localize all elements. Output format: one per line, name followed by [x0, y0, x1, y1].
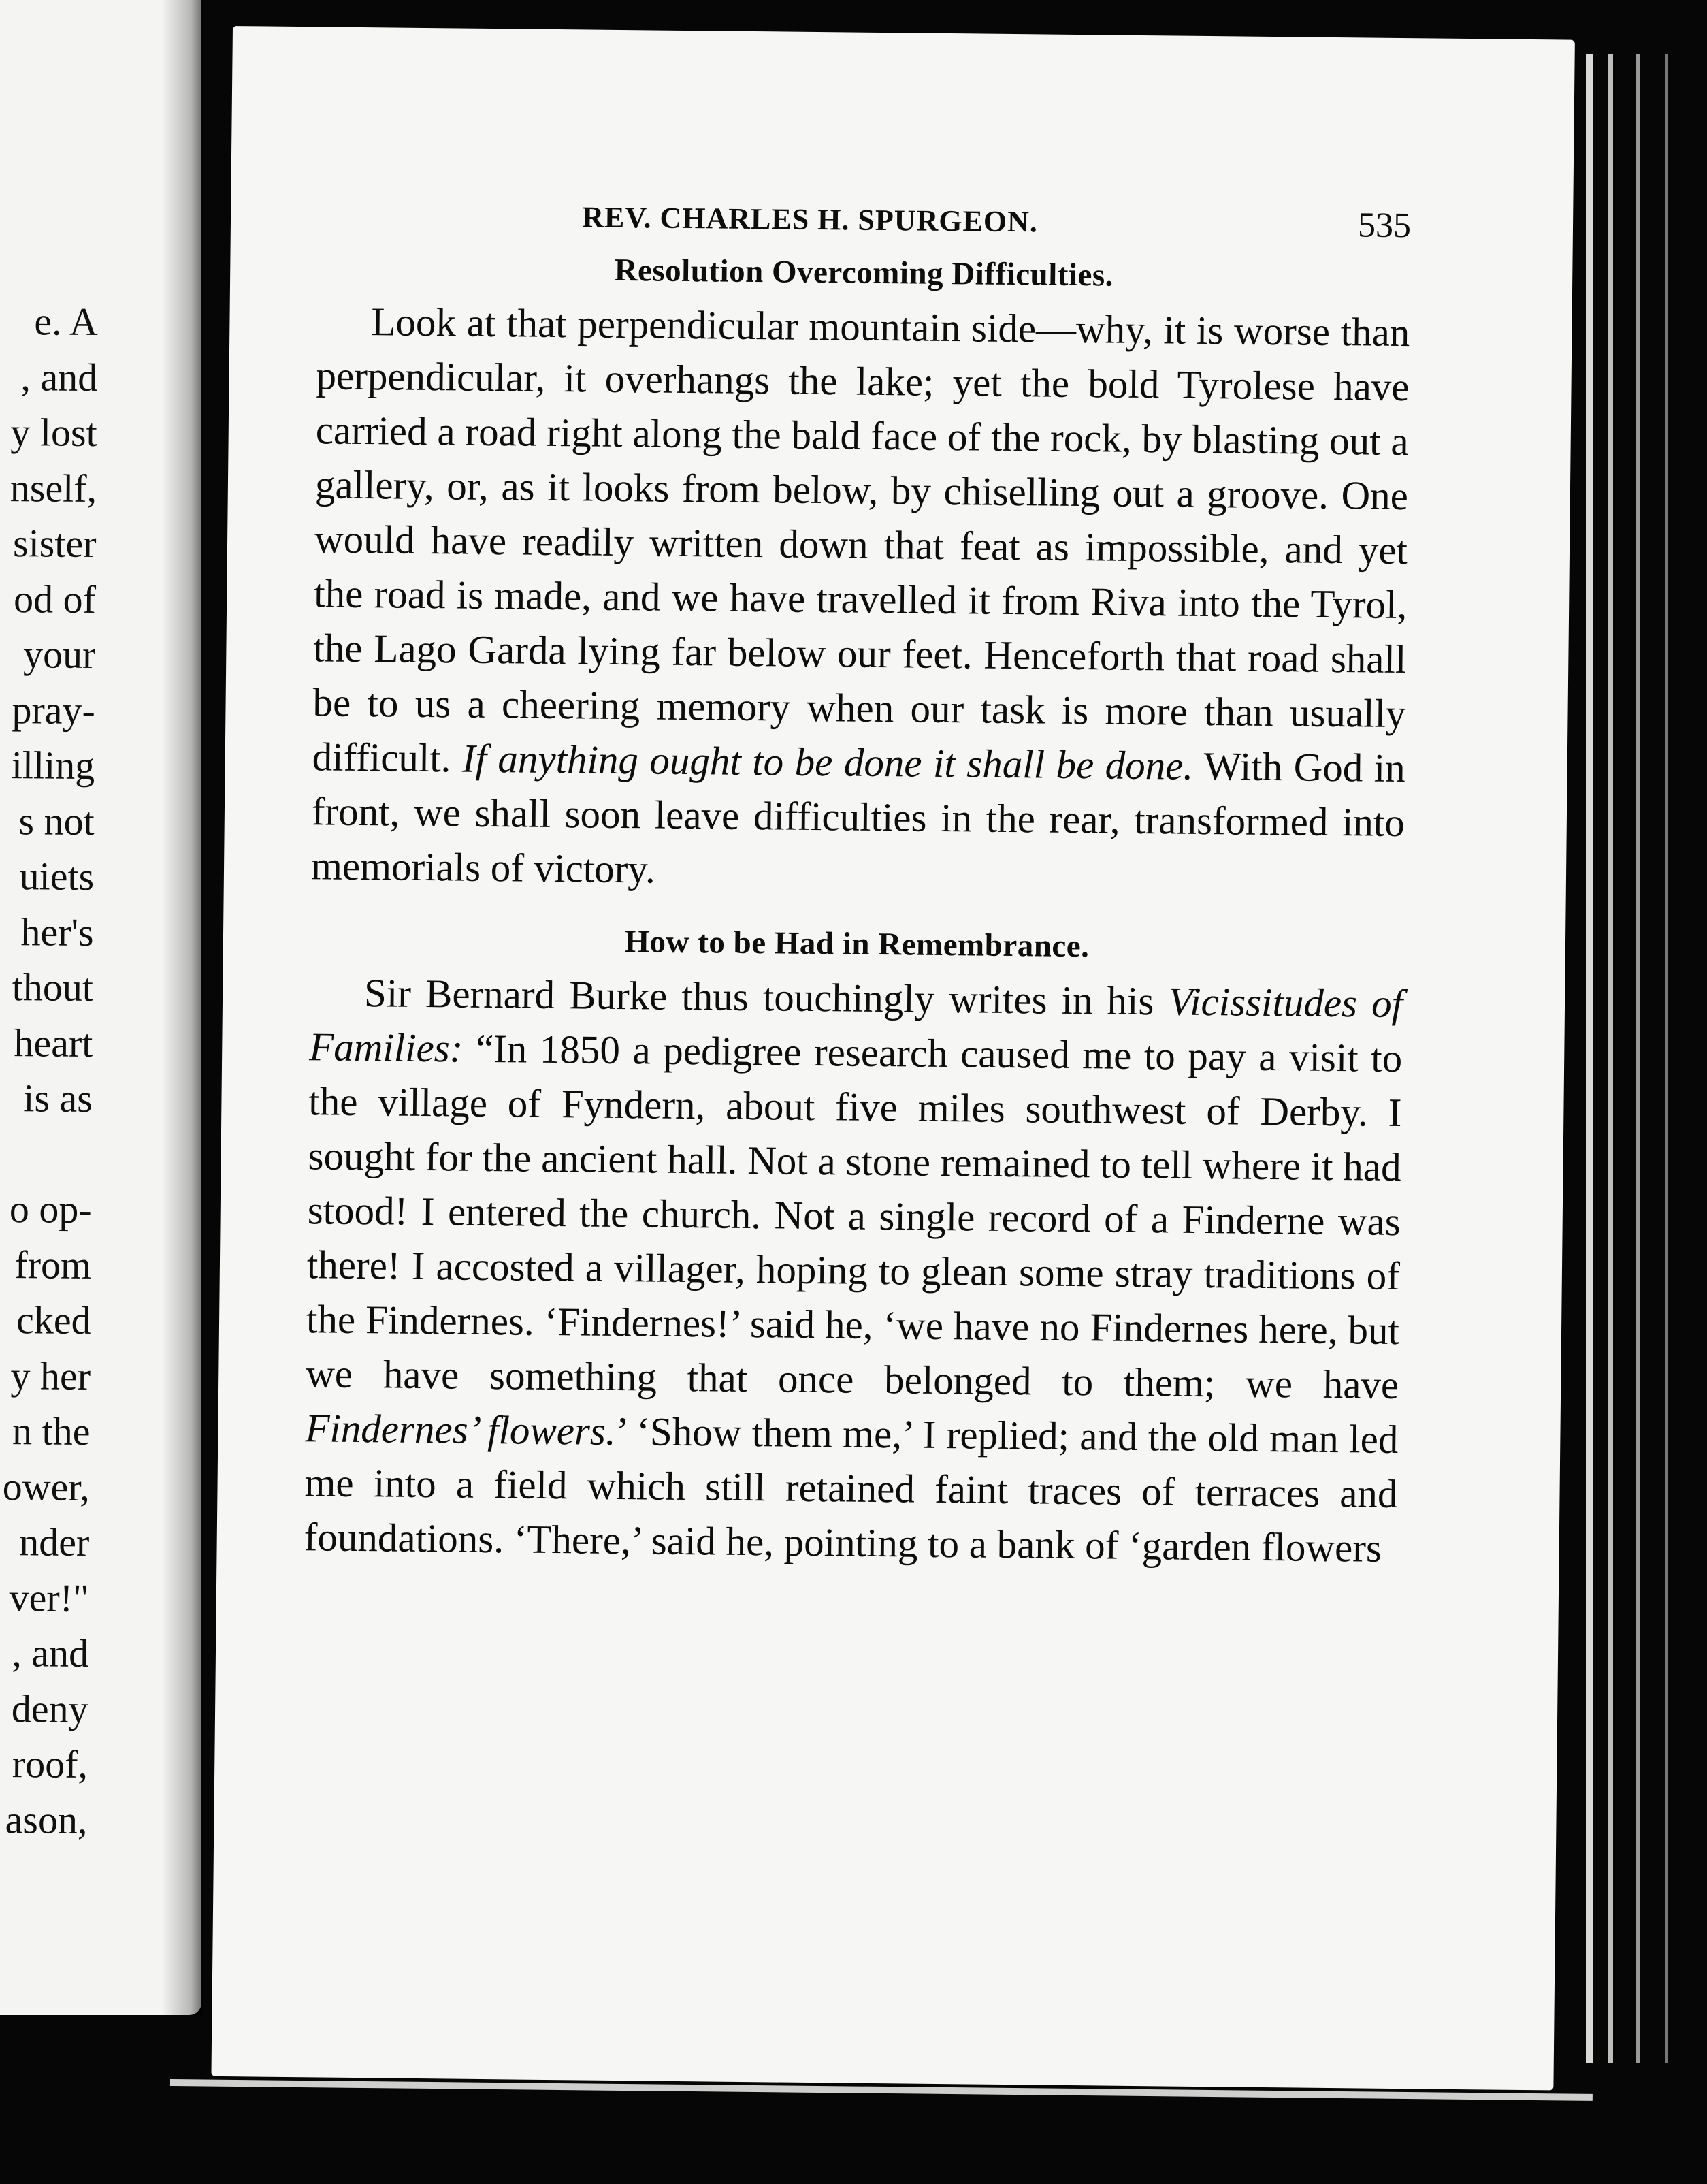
section-heading: How to be Had in Remembrance. [624, 924, 1090, 965]
left-line: ower, [2, 1464, 90, 1509]
left-line: from [14, 1242, 92, 1287]
book-title-italic: Vicissitudes of Families: [308, 978, 1403, 1071]
left-line: deny [11, 1686, 88, 1731]
left-line: is as [23, 1076, 93, 1121]
left-line: illing [11, 743, 95, 788]
left-line: thout [12, 965, 94, 1010]
left-line [5, 1126, 93, 1182]
left-line: s not [18, 798, 95, 844]
right-page [211, 26, 1574, 2090]
left-line: nself, [10, 465, 97, 511]
left-line: , and [12, 1631, 89, 1675]
left-line: uiets [19, 854, 95, 899]
paragraph [311, 293, 1410, 904]
left-line: roof, [12, 1741, 88, 1786]
left-line: heart [14, 1020, 93, 1065]
paragraph-text: ’ ‘Show them me,’ I replied; and the old man led me into a field which still retained faint traces of terraces and foundations. ‘There,’ said he, pointing to a bank of ‘garden flowers [304, 1409, 1399, 1571]
left-line: your [22, 632, 96, 677]
paragraph-text: Look at that perpendicular mountain side—why, it is worse than perpendicular, it overhangs the lake; yet the bold Tyrolese have carried a road right along the bald face of the rock, by blasting out a gallery, or, as it looks from below, by chiselling out a groove. One would have readily written down that feat as impossible, and yet the road is made, and we have travelled it from Riva into the Tyrol, the Lago Garda lying far below our feet. Henceforth that road shall be to us a cheering memory when our task is more than usually difficult. [312, 299, 1410, 781]
left-line: od of [13, 576, 97, 622]
page-stack-edge [1608, 54, 1613, 2063]
left-line: nder [18, 1520, 90, 1564]
paragraph [304, 965, 1403, 1575]
paragraph-text: “In 1850 a pedigree research caused me to pay a visit to the village of Fyndern, about five miles southwest of Derby. I sought for the ancient hall. Not a stone remained to tell where it had stood! I entered the church. Not a single record of a Finderne was there! I accosted a villager, hoping to glean some stray traditions of the Findernes. ‘Findernes!’ said he, ‘we have no Findernes here, but we have something that once belonged to them; we have [305, 1025, 1403, 1408]
left-line: cked [16, 1298, 91, 1343]
paragraph-italic: If anything ought to be done it shall be done. [461, 735, 1194, 788]
page-text-block [304, 194, 1411, 1575]
left-line: e. A [34, 299, 98, 344]
book-gutter-shadow [162, 0, 203, 2015]
left-line: her's [20, 909, 94, 954]
left-line: pray- [12, 687, 95, 733]
left-line: ason, [5, 1797, 88, 1842]
page-stack-edge [1586, 54, 1593, 2063]
section-heading: Resolution Overcoming Difficulties. [614, 252, 1114, 293]
running-head [318, 194, 1412, 260]
left-line: n the [12, 1409, 91, 1454]
left-line: y her [10, 1353, 91, 1398]
left-line: y lost [10, 410, 97, 455]
left-line: o op- [9, 1187, 92, 1232]
paragraph-italic: Findernes’ flowers. [305, 1405, 617, 1454]
paragraph-text: With God in front, we shall soon leave difficulties in the rear, transformed into memorials of victory. [310, 743, 1406, 892]
running-head-title: REV. CHARLES H. SPURGEON. [582, 200, 1039, 239]
page-stack-edge [1636, 54, 1640, 2063]
paragraph-text: Sir Bernard Burke thus touchingly writes in his [363, 970, 1169, 1024]
left-line: sister [12, 521, 97, 566]
left-line: ver!" [9, 1575, 89, 1620]
left-line: , and [20, 354, 98, 400]
page-number: 535 [1357, 206, 1412, 246]
page-stack-edge [1665, 54, 1668, 2063]
left-page-text-fragments [0, 293, 98, 1848]
